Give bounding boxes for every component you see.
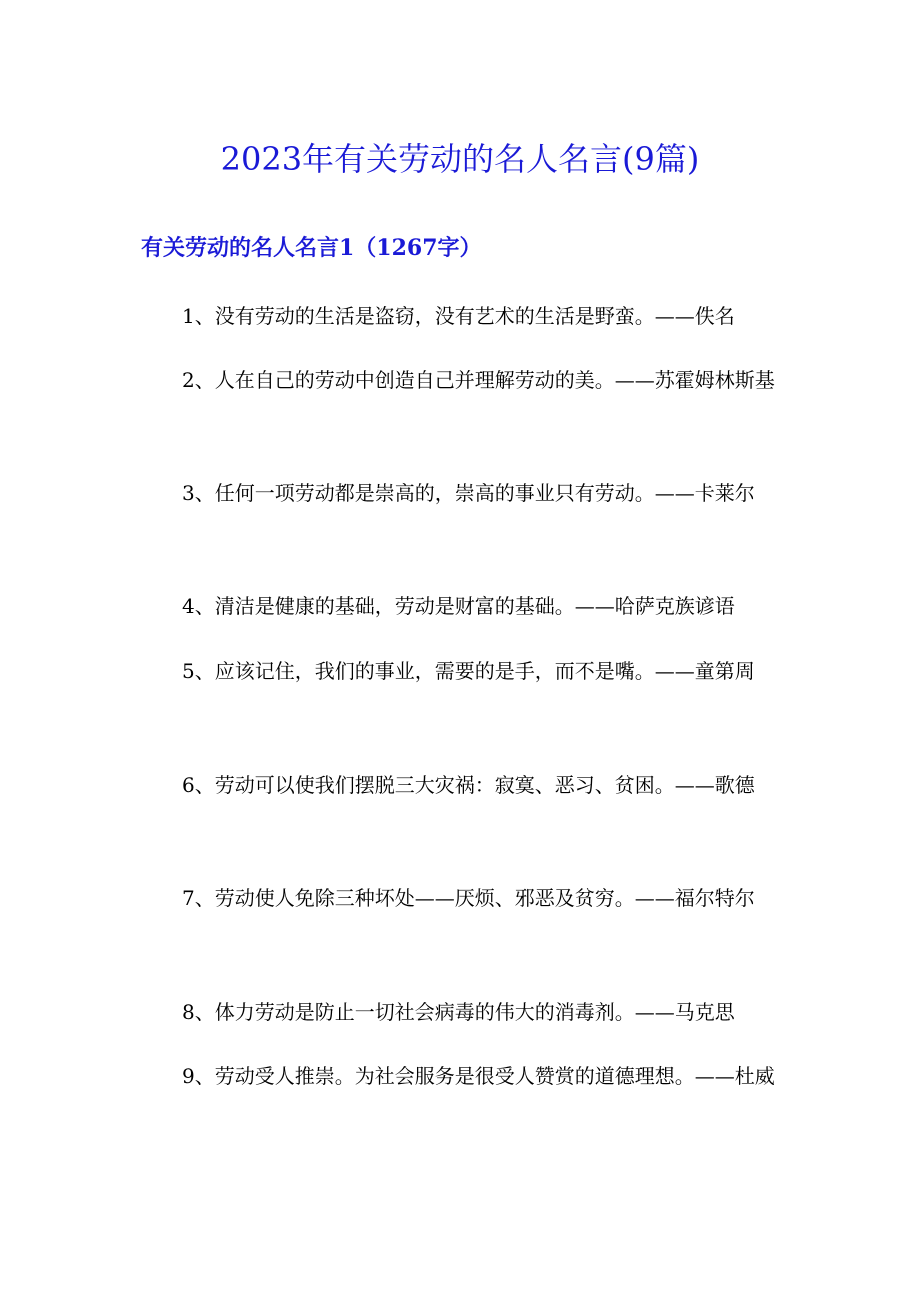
- quote-6: 6、劳动可以使我们摆脱三大灾祸：寂寞、恶习、贫困。——歌德: [182, 773, 755, 797]
- quote-9: 9、劳动受人推崇。为社会服务是很受人赞赏的道德理想。——杜威: [182, 1064, 775, 1088]
- document-title: 2023年有关劳动的名人名言(9篇): [220, 140, 700, 178]
- quote-4: 4、清洁是健康的基础，劳动是财富的基础。——哈萨克族谚语: [182, 594, 735, 618]
- quote-5: 5、应该记住，我们的事业，需要的是手，而不是嘴。——童第周: [182, 659, 755, 683]
- quote-2: 2、人在自己的劳动中创造自己并理解劳动的美。——苏霍姆林斯基: [182, 368, 775, 392]
- section-heading: 有关劳动的名人名言1（1267字）: [141, 235, 482, 261]
- quote-1: 1、没有劳动的生活是盗窃，没有艺术的生活是野蛮。——佚名: [182, 304, 735, 328]
- quote-7: 7、劳动使人免除三种坏处——厌烦、邪恶及贫穷。——福尔特尔: [182, 886, 755, 910]
- quote-8: 8、体力劳动是防止一切社会病毒的伟大的消毒剂。——马克思: [182, 1000, 735, 1024]
- quote-3: 3、任何一项劳动都是崇高的，崇高的事业只有劳动。——卡莱尔: [182, 481, 755, 505]
